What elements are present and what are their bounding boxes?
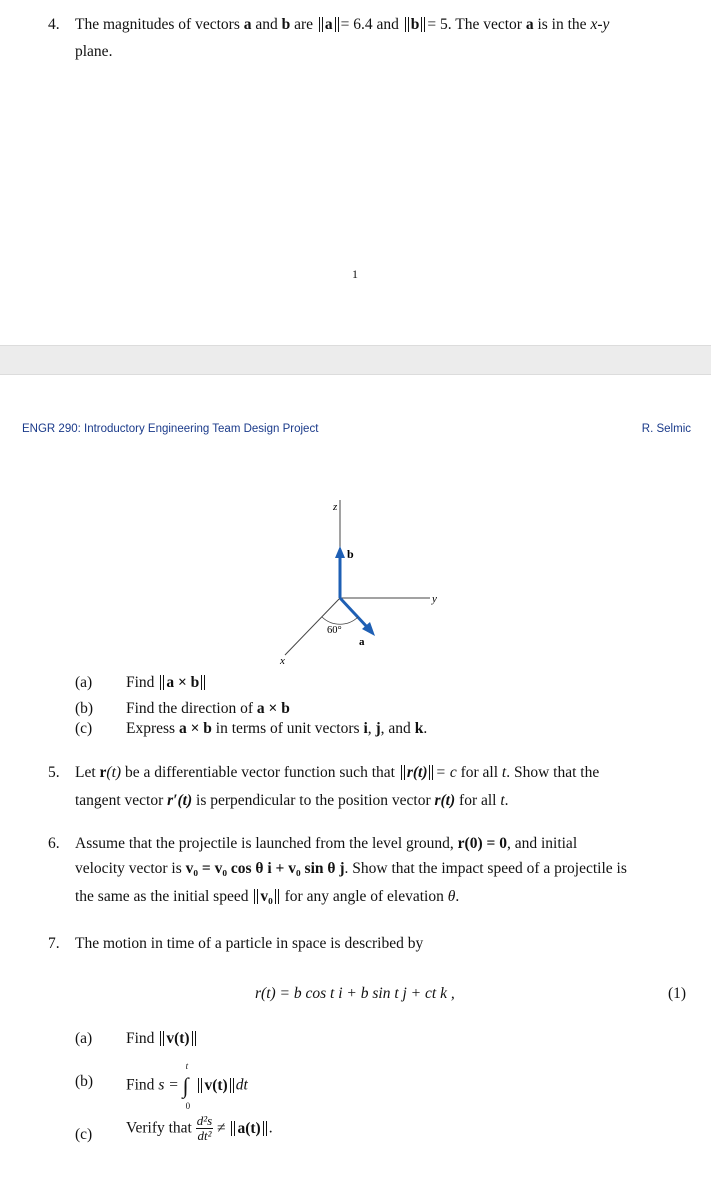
q7-number: 7. bbox=[48, 935, 60, 952]
q5-let: Let bbox=[75, 764, 96, 781]
q7c-not-equal: ≠ bbox=[217, 1119, 226, 1137]
q4c-period: . bbox=[423, 720, 428, 737]
q7a-norm-v: v(t) bbox=[160, 1031, 195, 1046]
q7-equation: r(t) = b cos t i + b sin t j + ct k , bbox=[255, 985, 455, 1002]
header-course-title: ENGR 290: Introductory Engineering Team Design Project bbox=[22, 423, 319, 435]
q7a-find: Find bbox=[126, 1030, 155, 1047]
q5-tangent-vector: tangent vector bbox=[75, 792, 164, 809]
page-number: 1 bbox=[352, 267, 358, 281]
q4-norm-a-value: = 6.4 and bbox=[340, 16, 399, 33]
q5-perpendicular-text: is perpendicular to the position vector bbox=[196, 792, 431, 809]
q6-line2 bbox=[75, 860, 627, 878]
q5-eq-c: = c bbox=[435, 764, 457, 781]
q7c-text bbox=[126, 1114, 273, 1143]
q6-angle-text: for any angle of elevation bbox=[284, 888, 444, 905]
q6-initial-speed-text: the same as the initial speed bbox=[75, 888, 249, 905]
q4-vector-a-2: a bbox=[525, 16, 534, 33]
q5-t: (t) bbox=[106, 764, 122, 781]
q4-xy-plane: x-y bbox=[590, 16, 610, 33]
vector-b-label: b bbox=[347, 547, 354, 561]
q6-period: . bbox=[455, 888, 460, 905]
q6-initial-text: , and initial bbox=[506, 835, 578, 852]
q4-vector-b: b bbox=[281, 16, 291, 33]
q7b-lower-limit: 0 bbox=[185, 1101, 191, 1111]
q6-v0-eq: v₀ = v₀ cos θ i + v₀ sin θ j bbox=[185, 860, 345, 877]
q4a-find: Find bbox=[126, 674, 155, 691]
q6-theta: θ bbox=[447, 888, 456, 905]
vector-a-shaft bbox=[340, 598, 368, 628]
q7b-upper-limit: t bbox=[185, 1061, 189, 1071]
q6-assume-text: Assume that the projectile is launched from the level ground, bbox=[75, 835, 454, 852]
q4c-j: j bbox=[375, 720, 381, 737]
q5-tvar: t bbox=[501, 764, 507, 781]
q5-r: r bbox=[99, 764, 107, 781]
q4-text-pre: The magnitudes of vectors bbox=[75, 16, 240, 33]
q7b-integral-sign: ∫ t 0 bbox=[182, 1061, 191, 1111]
q5-t-2: t bbox=[500, 792, 505, 809]
q5-number: 5. bbox=[48, 764, 60, 781]
q6-number: 6. bbox=[48, 835, 60, 852]
q6-velocity-vector-text: velocity vector is bbox=[75, 860, 182, 877]
q7c-label: (c) bbox=[75, 1126, 93, 1143]
q7a-text bbox=[126, 1030, 198, 1048]
q4a-label: (a) bbox=[75, 674, 93, 691]
q7b-text bbox=[126, 1061, 248, 1111]
q5-position-r: r(t) bbox=[434, 792, 456, 809]
q5-mid-text: be a differentiable vector function such that bbox=[124, 764, 395, 781]
q7c-second-derivative bbox=[196, 1114, 213, 1143]
q4b-axb: a × b bbox=[256, 700, 290, 717]
q4-text-are: are bbox=[294, 16, 314, 33]
q7b-dt: dt bbox=[235, 1076, 248, 1094]
q7c-numerator: d²s bbox=[196, 1113, 213, 1128]
q7c-period: . bbox=[268, 1119, 273, 1137]
angle-label: 60° bbox=[327, 625, 342, 636]
q7b-find: Find bbox=[126, 1076, 155, 1094]
q7-line1: The motion in time of a particle in space is described by bbox=[75, 935, 424, 952]
q5-line1-end: . Show that the bbox=[506, 764, 600, 781]
q5-norm-r: r(t) bbox=[401, 765, 434, 780]
q4-number: 4. bbox=[48, 16, 60, 33]
q4c-and: , and bbox=[380, 720, 411, 737]
q4b-text bbox=[126, 700, 290, 718]
vector-a-label: a bbox=[359, 636, 365, 648]
header-author: R. Selmic bbox=[641, 423, 691, 435]
q6-impact-text: . Show that the impact speed of a projectile is bbox=[344, 860, 627, 877]
q4c-unit-vectors-text: in terms of unit vectors bbox=[215, 720, 360, 737]
y-axis-label: y bbox=[432, 593, 437, 605]
q6-line1 bbox=[75, 835, 577, 853]
q6-r0-eq: r(0) = 0 bbox=[457, 835, 507, 852]
q7c-norm-a: a(t) bbox=[231, 1121, 266, 1136]
q7b-norm-v: v(t) bbox=[198, 1078, 233, 1093]
q4c-k: k bbox=[414, 720, 424, 737]
q5-line2 bbox=[75, 792, 509, 810]
q6-line3 bbox=[75, 888, 459, 906]
z-axis-label: z bbox=[333, 501, 338, 513]
q4a-norm-axb: a × b bbox=[160, 675, 205, 690]
q4-norm-b: b bbox=[405, 17, 426, 32]
q4c-express: Express bbox=[126, 720, 176, 737]
page-break bbox=[0, 345, 711, 375]
q4-statement-line2: plane. bbox=[75, 43, 113, 60]
q5-line2-end: . bbox=[504, 792, 509, 809]
q5-for-all: for all bbox=[460, 764, 499, 781]
vector-b-arrowhead bbox=[335, 546, 345, 558]
q4b-find-direction: Find the direction of bbox=[126, 700, 253, 717]
q4c-text: Express a × b in terms of unit vectors i, j, and k. bbox=[126, 720, 428, 737]
q7-equation-number: (1) bbox=[668, 985, 687, 1002]
vector-figure bbox=[270, 490, 450, 670]
q4c-label: (c) bbox=[75, 720, 93, 737]
q5-line1 bbox=[75, 764, 599, 782]
angle-arc bbox=[322, 617, 358, 624]
q7c-denominator: dt² bbox=[197, 1128, 212, 1143]
q4c-axb: a × b bbox=[178, 720, 212, 737]
q7b-s-eq: s = bbox=[158, 1076, 179, 1094]
q6-norm-v0: v₀ bbox=[254, 889, 278, 904]
q4-vector-a: a bbox=[243, 16, 252, 33]
q4-norm-b-value: = 5. The vector bbox=[427, 16, 522, 33]
q7a-label: (a) bbox=[75, 1030, 93, 1047]
q4c-i: i bbox=[363, 720, 368, 737]
q4-statement-line1 bbox=[75, 16, 609, 34]
q7c-verify: Verify that bbox=[126, 1119, 192, 1137]
q5-for-all-2: for all bbox=[459, 792, 497, 809]
q4a-text bbox=[126, 674, 207, 692]
q4b-label: (b) bbox=[75, 700, 94, 717]
q7b-label: (b) bbox=[75, 1073, 94, 1090]
q4-norm-a: a bbox=[319, 17, 339, 32]
q4-text-and: and bbox=[255, 16, 278, 33]
x-axis-label: x bbox=[280, 655, 285, 667]
q5-rprime: r′(t) bbox=[167, 792, 193, 809]
q4-text-is-in: is in the bbox=[537, 16, 587, 33]
